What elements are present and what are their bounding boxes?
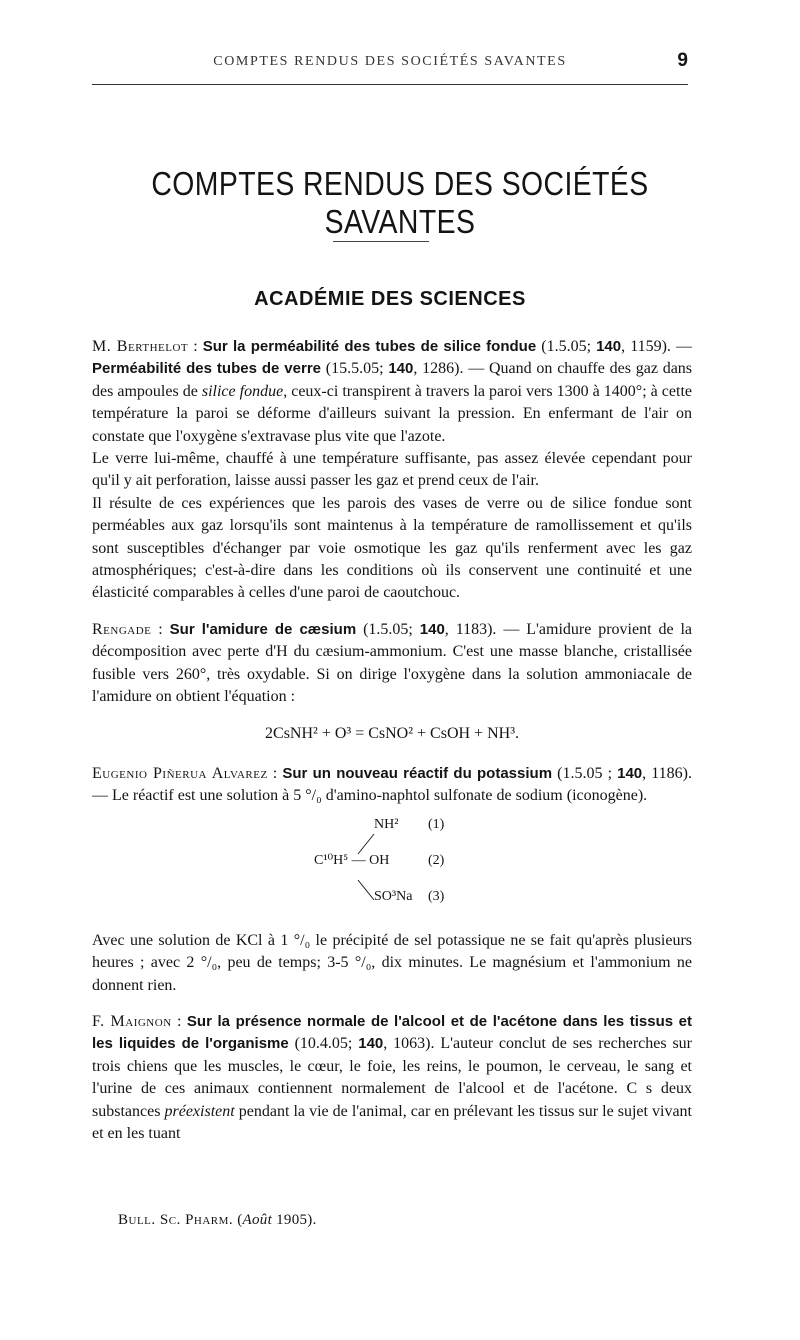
volume-number: 140 xyxy=(388,360,414,378)
running-header xyxy=(92,52,688,82)
paragraph: Le verre lui-même, chauffé à une température suffisante, pas assez élevée cependant pour qu'il y ait perforation, laisse aussi passer les gaz et prend ceux de l'air. xyxy=(92,450,692,490)
section-heading: ACADÉMIE DES SCIENCES xyxy=(254,288,526,310)
page-title: COMPTES RENDUS DES SOCIÉTÉS SAVANTES xyxy=(151,165,649,240)
article-pinerua xyxy=(92,763,692,808)
volume-number: 140 xyxy=(596,338,622,355)
chemical-equation: 2CsNH² + O³ = CsNO² + CsOH + NH³. xyxy=(265,724,519,742)
article-reference: , 1186). — xyxy=(92,764,692,805)
separator: : xyxy=(171,1012,187,1030)
separator: : xyxy=(188,338,203,355)
paragraph-text: Quand on chauffe des gaz dans des ampoules de xyxy=(92,360,693,400)
formula-position: (2) xyxy=(428,852,445,868)
article-reference: (10.4.05; xyxy=(288,1035,359,1053)
volume-number: 140 xyxy=(358,1035,384,1053)
italic-text: préexistent xyxy=(164,1102,235,1120)
formula-core: C¹⁰H⁵ — OH xyxy=(314,852,390,868)
article-reference: (1.5.05; xyxy=(356,620,420,638)
article-reference: , 1159). — xyxy=(621,338,693,355)
paragraph-text: L'auteur conclut de ses recherches sur trois chiens que les muscles, le cœur, le foie, les reins, le poumon, le cerveau, le sang et l'urine de ces animaux contiennent normalement de l'alcool et de l'acétone. C s deux substances xyxy=(92,1035,693,1120)
article-reference: , 1063). xyxy=(383,1035,441,1053)
volume-number: 140 xyxy=(617,764,643,782)
article-title: Perméabilité des tubes de verre xyxy=(92,360,322,378)
journal-name: Bull. Sc. Pharm. xyxy=(118,1212,234,1228)
formula-position: (3) xyxy=(428,888,445,904)
paragraph-text: L'amidure provient de la décomposition avec perte d'H du cæsium-ammonium. C'est une masse blanche, cristallisée fusible vers 260°, très oxydable. Si on dirige l'oxygène dans la solution ammoniacale de l'amidure on obtient l'équation : xyxy=(92,620,693,706)
italic-text: silice fondue xyxy=(201,382,284,400)
paragraph-text: , ceux-ci transpirent à travers la paroi vers 1300 à 1400°; à cette température la paroi se déforme d'ailleurs suivant la pression. En enfermant de l'air on constate que l'oxygène s'extravase plus vite que l'azote. xyxy=(92,382,693,445)
author-name: F. Maignon xyxy=(92,1012,172,1030)
separator: : xyxy=(267,764,283,782)
running-title: COMPTES RENDUS DES SOCIÉTÉS SAVANTES xyxy=(213,54,567,69)
article-title: Sur la perméabilité des tubes de silice fondue xyxy=(202,338,537,355)
author-name: Eugenio Piñerua Alvarez xyxy=(92,764,268,782)
body-text xyxy=(92,336,692,1145)
article-title: Sur un nouveau réactif du potassium xyxy=(282,764,553,782)
author-name: Rengade xyxy=(92,620,152,638)
footer-year: 1905). xyxy=(272,1212,317,1228)
page-footer: Bull. Sc. Pharm. (Août 1905). xyxy=(118,1212,317,1228)
article-rengade xyxy=(92,619,692,709)
paragraph: Il résulte de ces expériences que les parois des vases de verre ou de silice fondue sont perméables aux gaz lorsqu'ils sont maintenus à la température de ramollissement et qu'ils sont susceptibles d'échanger par voie osmotique les gaz qu'ils renferment avec les gaz atmosphériques; c'est-à-dire dans les conditions où ils conservent une continuité et une élasticité comparables à celles d'une paroi de caoutchouc. xyxy=(92,494,692,602)
footer-date: Août xyxy=(242,1212,273,1228)
author-name: M. Berthelot xyxy=(92,338,189,355)
separator: : xyxy=(151,620,170,638)
structural-formula xyxy=(92,812,692,920)
header-rule xyxy=(92,84,688,85)
article-reference: (15.5.05; xyxy=(321,360,389,378)
formula-so3na: SO³Na xyxy=(374,888,413,904)
article-berthelot xyxy=(92,336,692,448)
article-reference: , 1183). — xyxy=(444,620,527,638)
article-reference: (1.5.05; xyxy=(536,338,597,355)
title-divider xyxy=(333,241,429,242)
paragraph-text: Le réactif est une solution à 5 °/₀ d'amino-naphtol sulfonate de sodium (iconogène). xyxy=(112,787,648,805)
article-reference: , 1286). — xyxy=(413,360,489,378)
page-number: 9 xyxy=(677,50,688,71)
paragraph-text: pendant la vie de l'animal, car en prélevant les tissus sur le sujet vivant et en les tuant xyxy=(92,1102,692,1142)
article-maignon xyxy=(92,1011,692,1145)
volume-number: 140 xyxy=(419,620,445,638)
formula-position: (1) xyxy=(428,816,445,832)
article-title: Sur l'amidure de cæsium xyxy=(169,620,357,638)
formula-nh2: NH² xyxy=(374,816,399,832)
paragraph: Avec une solution de KCl à 1 °/₀ le précipité de sel potassique ne se fait qu'après plusieurs heures ; avec 2 °/₀, peu de temps; 3-5 °/₀, dix minutes. Le magnésium et l'ammonium ne donnent rien. xyxy=(92,931,692,994)
article-reference: (1.5.05 ; xyxy=(552,764,618,782)
article-title: Sur la présence normale de l'alcool et de l'acétone dans les tissus et les liquides de l'organisme xyxy=(92,1012,692,1053)
